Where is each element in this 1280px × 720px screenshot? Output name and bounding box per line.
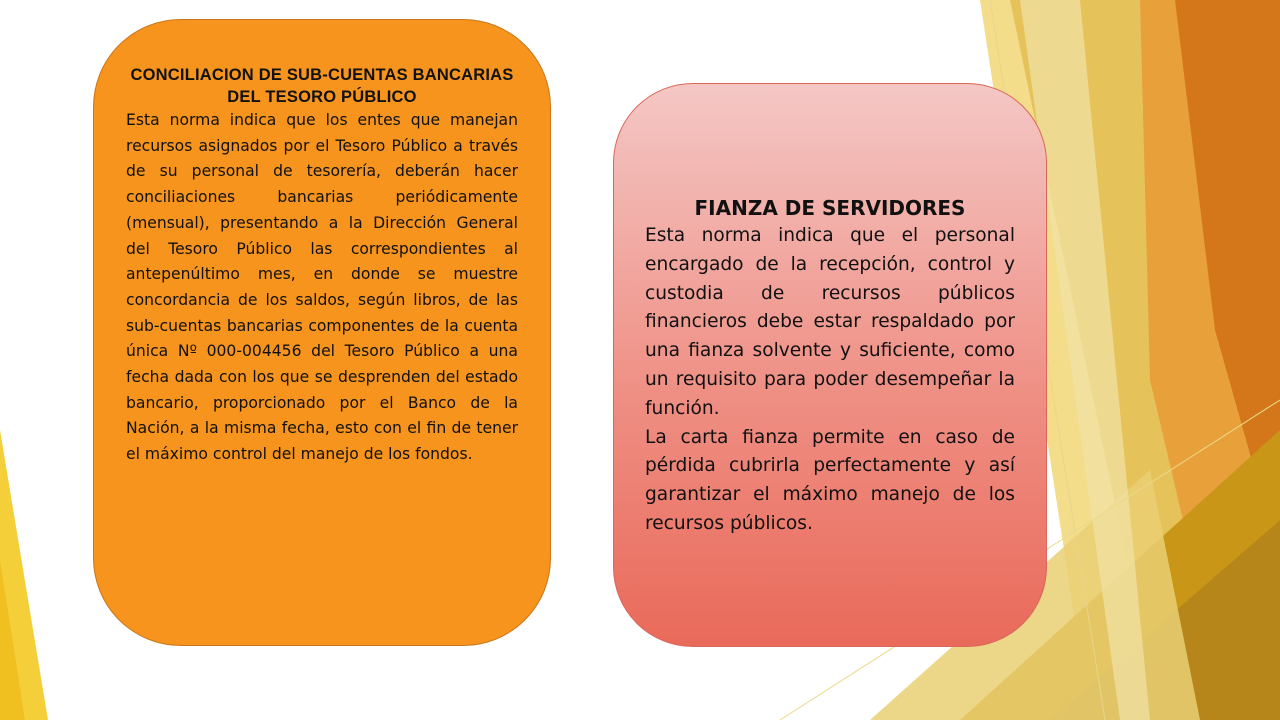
card-fianza-title: FIANZA DE SERVIDORES (694, 196, 966, 220)
card-fianza (613, 83, 1047, 647)
card-fianza-paragraph-2: La carta fianza permite en caso de pérdida cubrirla perfectamente y así garantizar el máximo manejo de los recursos públicos. (645, 426, 1015, 534)
card-conciliacion (93, 19, 551, 646)
card-fianza-paragraph-1: Esta norma indica que el personal encargado de la recepción, control y custodia de recursos públicos financieros debe estar respaldado por una fianza solvente y suficiente, como un requisito para poder desempeñar la función. (645, 225, 1015, 419)
card-conciliacion-title: CONCILIACION DE SUB-CUENTAS BANCARIAS DEL TESORO PÚBLICO (130, 66, 514, 106)
card-conciliacion-body: Esta norma indica que los entes que manejan recursos asignados por el Tesoro Público a través de su personal de tesorería, deberán hacer conciliaciones bancarias periódicamente (mensual), presentando a la Dirección General del Tesoro Público las correspondientes al antepenúltimo mes, en donde se muestre concordancia de los saldos, según libros, de las sub-cuentas bancarias componentes de la cuenta única Nº 000-004456 del Tesoro Público a una fecha dada con los que se desprenden del estado bancario, proporcionado por el Banco de la Nación, a la misma fecha, esto con el fin de tener el máximo control del manejo de los fondos. (126, 111, 518, 464)
